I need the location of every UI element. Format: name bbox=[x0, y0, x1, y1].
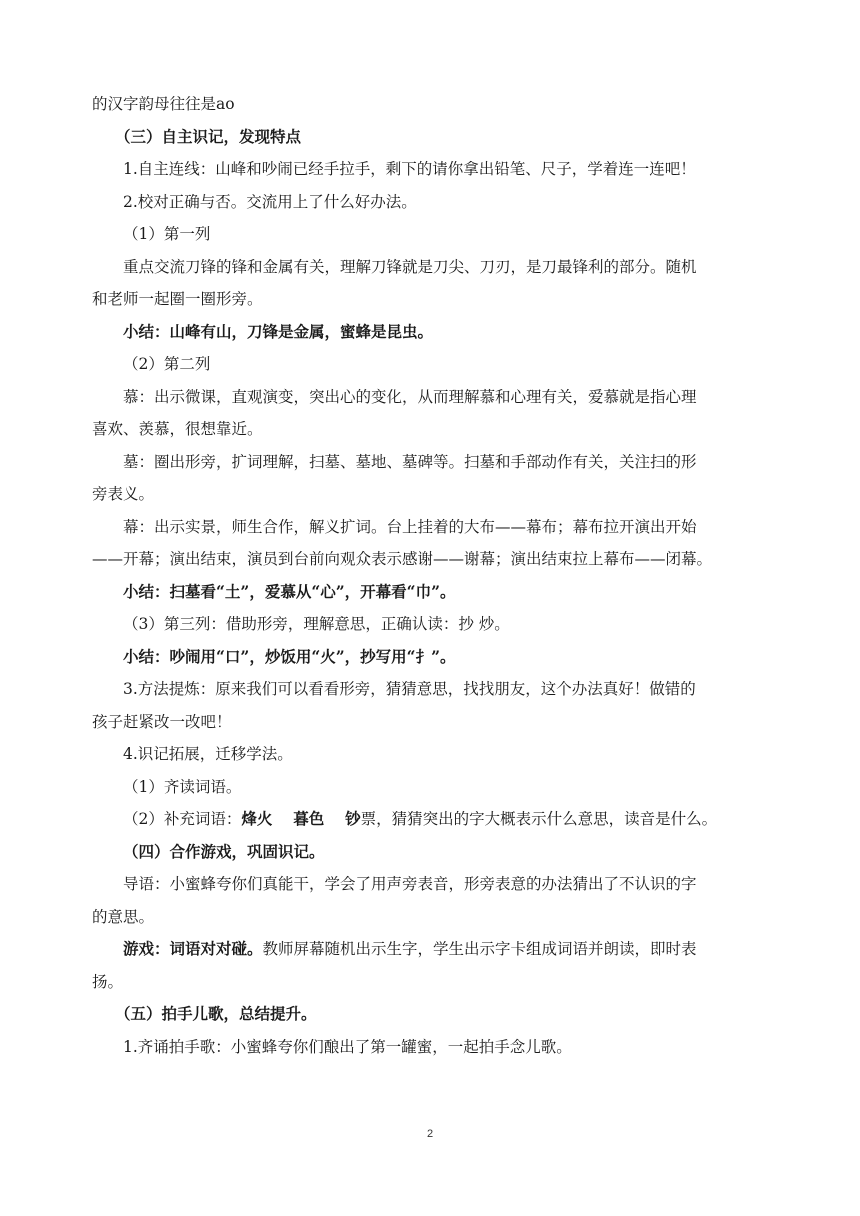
emphasized-text: 烽火 暮色 钞 bbox=[241, 809, 361, 828]
page-number: 2 bbox=[426, 1128, 434, 1140]
paragraph-line: 孩子赶紧改一改吧！ bbox=[92, 712, 232, 731]
paragraph-line: 喜欢、羡慕，很想靠近。 bbox=[92, 420, 263, 438]
paragraph-line: ——开幕；演出结束，演员到台前向观众表示感谢——谢幕；演出结束拉上幕布——闭幕。 bbox=[92, 550, 713, 568]
body-text bbox=[92, 88, 772, 1063]
paragraph-line: 墓：圈出形旁，扩词理解，扫墓、墓地、墓碑等。扫墓和手部动作有关，关注扫的形 bbox=[123, 452, 697, 471]
paragraph-line: （1）第一列 bbox=[123, 225, 211, 243]
paragraph-line: 扬。 bbox=[92, 972, 124, 991]
paragraph-line: 3.方法提炼：原来我们可以看看形旁，猜猜意思，找找朋友，这个办法真好！做错的 bbox=[123, 680, 696, 698]
section-heading-line: （四）合作游戏，巩固识记。 bbox=[123, 841, 325, 861]
section-heading-line: （五）拍手儿歌，总结提升。 bbox=[115, 1004, 317, 1023]
paragraph-line: 慕：出示微课，直观演变，突出心的变化，从而理解慕和心理有关，爱慕就是指心理 bbox=[123, 387, 697, 406]
section-heading-line: 小结：山峰有山，刀锋是金属，蜜蜂是昆虫。 bbox=[123, 321, 434, 341]
paragraph-line: 4.识记拓展，迁移学法。 bbox=[123, 745, 293, 763]
paragraph-line: 的汉字韵母往往是ao bbox=[92, 95, 235, 113]
paragraph-line: （3）第三列：借助形旁，理解意思，正确认读：抄 炒。 bbox=[123, 615, 510, 633]
paragraph-line: 重点交流刀锋的锋和金属有关，理解刀锋就是刀尖、刀刃，是刀最锋利的部分。随机 bbox=[123, 257, 697, 276]
text-segment: 教师屏幕随机出示生字，学生出示字卡组成词语并朗读，即时表 bbox=[262, 940, 697, 958]
paragraph-line: （2）第二列 bbox=[123, 355, 211, 373]
paragraph-line: 1.齐诵拍手歌：小蜜蜂夸你们酿出了第一罐蜜，一起拍手念儿歌。 bbox=[123, 1037, 572, 1056]
paragraph-line: 1.自主连线：山峰和吵闹已经手拉手，剩下的请你拿出铅笔、尺子，学着连一连吧！ bbox=[123, 160, 696, 178]
paragraph-line bbox=[92, 803, 772, 836]
section-heading-line: 小结：吵闹用“口”，炒饭用“火”，抄写用“扌”。 bbox=[123, 646, 456, 666]
emphasized-text: 游戏：词语对对碰。 bbox=[123, 939, 263, 958]
text-segment: 票，猜猜突出的字大概表示什么意思，读音是什么。 bbox=[360, 810, 718, 828]
paragraph-line: 的意思。 bbox=[92, 907, 155, 926]
paragraph-line: 导语：小蜜蜂夸你们真能干，学会了用声旁表音，形旁表意的办法猜出了不认识的字 bbox=[123, 875, 697, 893]
paragraph-line: 幕：出示实景，师生合作，解义扩词。台上挂着的大布——幕布；幕布拉开演出开始 bbox=[123, 517, 697, 536]
paragraph-line: （1）齐读词语。 bbox=[123, 777, 242, 796]
paragraph-line: 和老师一起圈一圈形旁。 bbox=[92, 290, 263, 308]
section-heading-line: 小结：扫墓看“土”，爱慕从“心”，开幕看“巾”。 bbox=[123, 581, 456, 601]
paragraph-line: 旁表义。 bbox=[92, 485, 155, 503]
text-segment: （2）补充词语： bbox=[123, 810, 242, 828]
paragraph-line: 2.校对正确与否。交流用上了什么好办法。 bbox=[123, 192, 417, 211]
paragraph-line bbox=[92, 933, 772, 966]
section-heading-line: （三）自主识记，发现特点 bbox=[115, 126, 302, 146]
